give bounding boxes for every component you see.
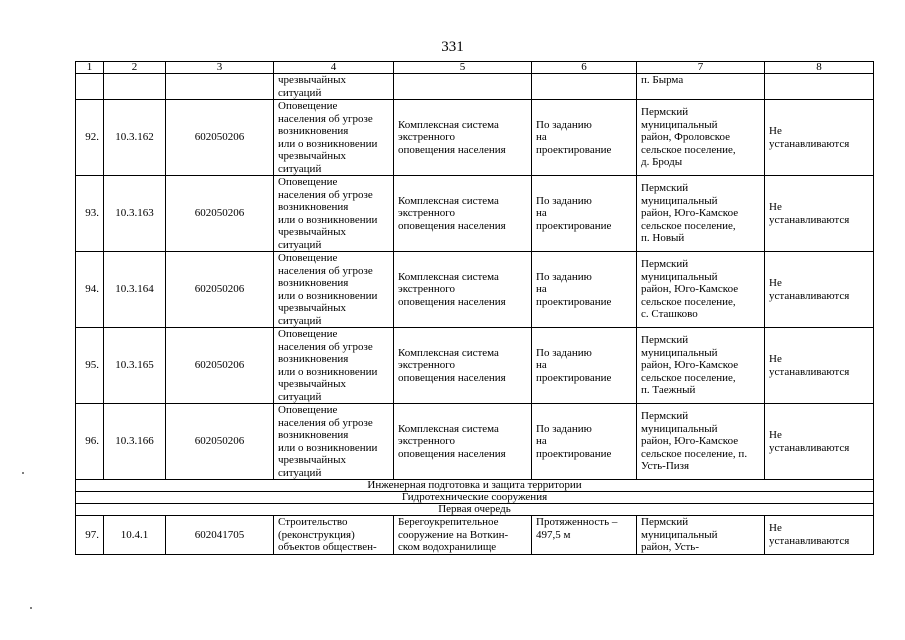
section-row [76,480,874,492]
column-number: 8 [765,62,874,74]
table-row [76,100,874,176]
column-number: 5 [394,62,532,74]
cell-object [394,74,532,100]
column-number: 6 [532,62,637,74]
cell-object: Комплексная система экстренного оповещения населения [394,176,532,252]
page-number: 331 [441,39,464,55]
continued-row [76,74,874,100]
cell-purpose: чрезвычайных ситуаций [274,74,394,100]
cell-characteristic: По заданию на проектирование [532,176,637,252]
section-title: Инженерная подготовка и защита территории [76,480,874,492]
cell-code: 10.4.1 [104,516,166,555]
cell-location: Пермский муниципальный район, Юго-Камское сельское поселение, с. Сташково [637,252,765,328]
cell-characteristic: По заданию на проектирование [532,100,637,176]
section-title: Первая очередь [76,504,874,516]
cell-location: Пермский муниципальный район, Усть- [637,516,765,555]
cell-oktmo: 602050206 [166,328,274,404]
cell-code: 10.3.163 [104,176,166,252]
cell-num: 94. [76,252,104,328]
column-number: 4 [274,62,394,74]
cell-zones: Не устанавливаются [765,328,874,404]
table-row [76,176,874,252]
cell-purpose: Оповещение населения об угрозе возникновения или о возникновении чрезвычайных ситуаций [274,404,394,480]
document-table [75,61,874,555]
section-row [76,504,874,516]
cell-object: Комплексная система экстренного оповещения населения [394,404,532,480]
cell-object: Комплексная система экстренного оповещения населения [394,328,532,404]
cell-num: 93. [76,176,104,252]
cell-num: 95. [76,328,104,404]
cell-location: Пермский муниципальный район, Юго-Камское сельское поселение, п. Усть-Пизя [637,404,765,480]
cell-code: 10.3.164 [104,252,166,328]
cell-zones: Не устанавливаются [765,100,874,176]
cell-zones: Не устанавливаются [765,516,874,555]
cell-oktmo: 602050206 [166,100,274,176]
cell-code: 10.3.166 [104,404,166,480]
cell-characteristic [532,74,637,100]
scan-speck [30,607,32,609]
scan-speck [22,472,24,474]
cell-code [104,74,166,100]
cell-location: п. Бырма [637,74,765,100]
cell-characteristic: По заданию на проектирование [532,328,637,404]
cell-zones [765,74,874,100]
table-row [76,252,874,328]
cell-num: 92. [76,100,104,176]
section-row [76,492,874,504]
cell-zones: Не устанавливаются [765,176,874,252]
column-number: 1 [76,62,104,74]
cell-object: Комплексная система экстренного оповещения населения [394,100,532,176]
cell-num [76,74,104,100]
cell-oktmo: 602050206 [166,252,274,328]
cell-oktmo [166,74,274,100]
cell-num: 96. [76,404,104,480]
table-row [76,516,874,555]
column-number-header [76,62,874,74]
table-row [76,404,874,480]
cell-characteristic: По заданию на проектирование [532,404,637,480]
cell-num: 97. [76,516,104,555]
cell-zones: Не устанавливаются [765,252,874,328]
table-row [76,328,874,404]
cell-purpose: Оповещение населения об угрозе возникновения или о возникновении чрезвычайных ситуаций [274,176,394,252]
cell-object: Берегоукрепительное сооружение на Воткин- ском водохранилище [394,516,532,555]
cell-code: 10.3.162 [104,100,166,176]
cell-oktmo: 602050206 [166,404,274,480]
cell-oktmo: 602041705 [166,516,274,555]
cell-code: 10.3.165 [104,328,166,404]
cell-purpose: Строительство (реконструкция) объектов обществен- [274,516,394,555]
column-number: 2 [104,62,166,74]
cell-purpose: Оповещение населения об угрозе возникновения или о возникновении чрезвычайных ситуаций [274,328,394,404]
column-number: 3 [166,62,274,74]
cell-purpose: Оповещение населения об угрозе возникновения или о возникновении чрезвычайных ситуаций [274,252,394,328]
cell-zones: Не устанавливаются [765,404,874,480]
column-number: 7 [637,62,765,74]
section-title: Гидротехнические сооружения [76,492,874,504]
cell-oktmo: 602050206 [166,176,274,252]
cell-location: Пермский муниципальный район, Фроловское сельское поселение, д. Броды [637,100,765,176]
cell-characteristic: Протяженность – 497,5 м [532,516,637,555]
cell-characteristic: По заданию на проектирование [532,252,637,328]
cell-location: Пермский муниципальный район, Юго-Камское сельское поселение, п. Новый [637,176,765,252]
cell-object: Комплексная система экстренного оповещения населения [394,252,532,328]
cell-location: Пермский муниципальный район, Юго-Камское сельское поселение, п. Таежный [637,328,765,404]
cell-purpose: Оповещение населения об угрозе возникновения или о возникновении чрезвычайных ситуаций [274,100,394,176]
